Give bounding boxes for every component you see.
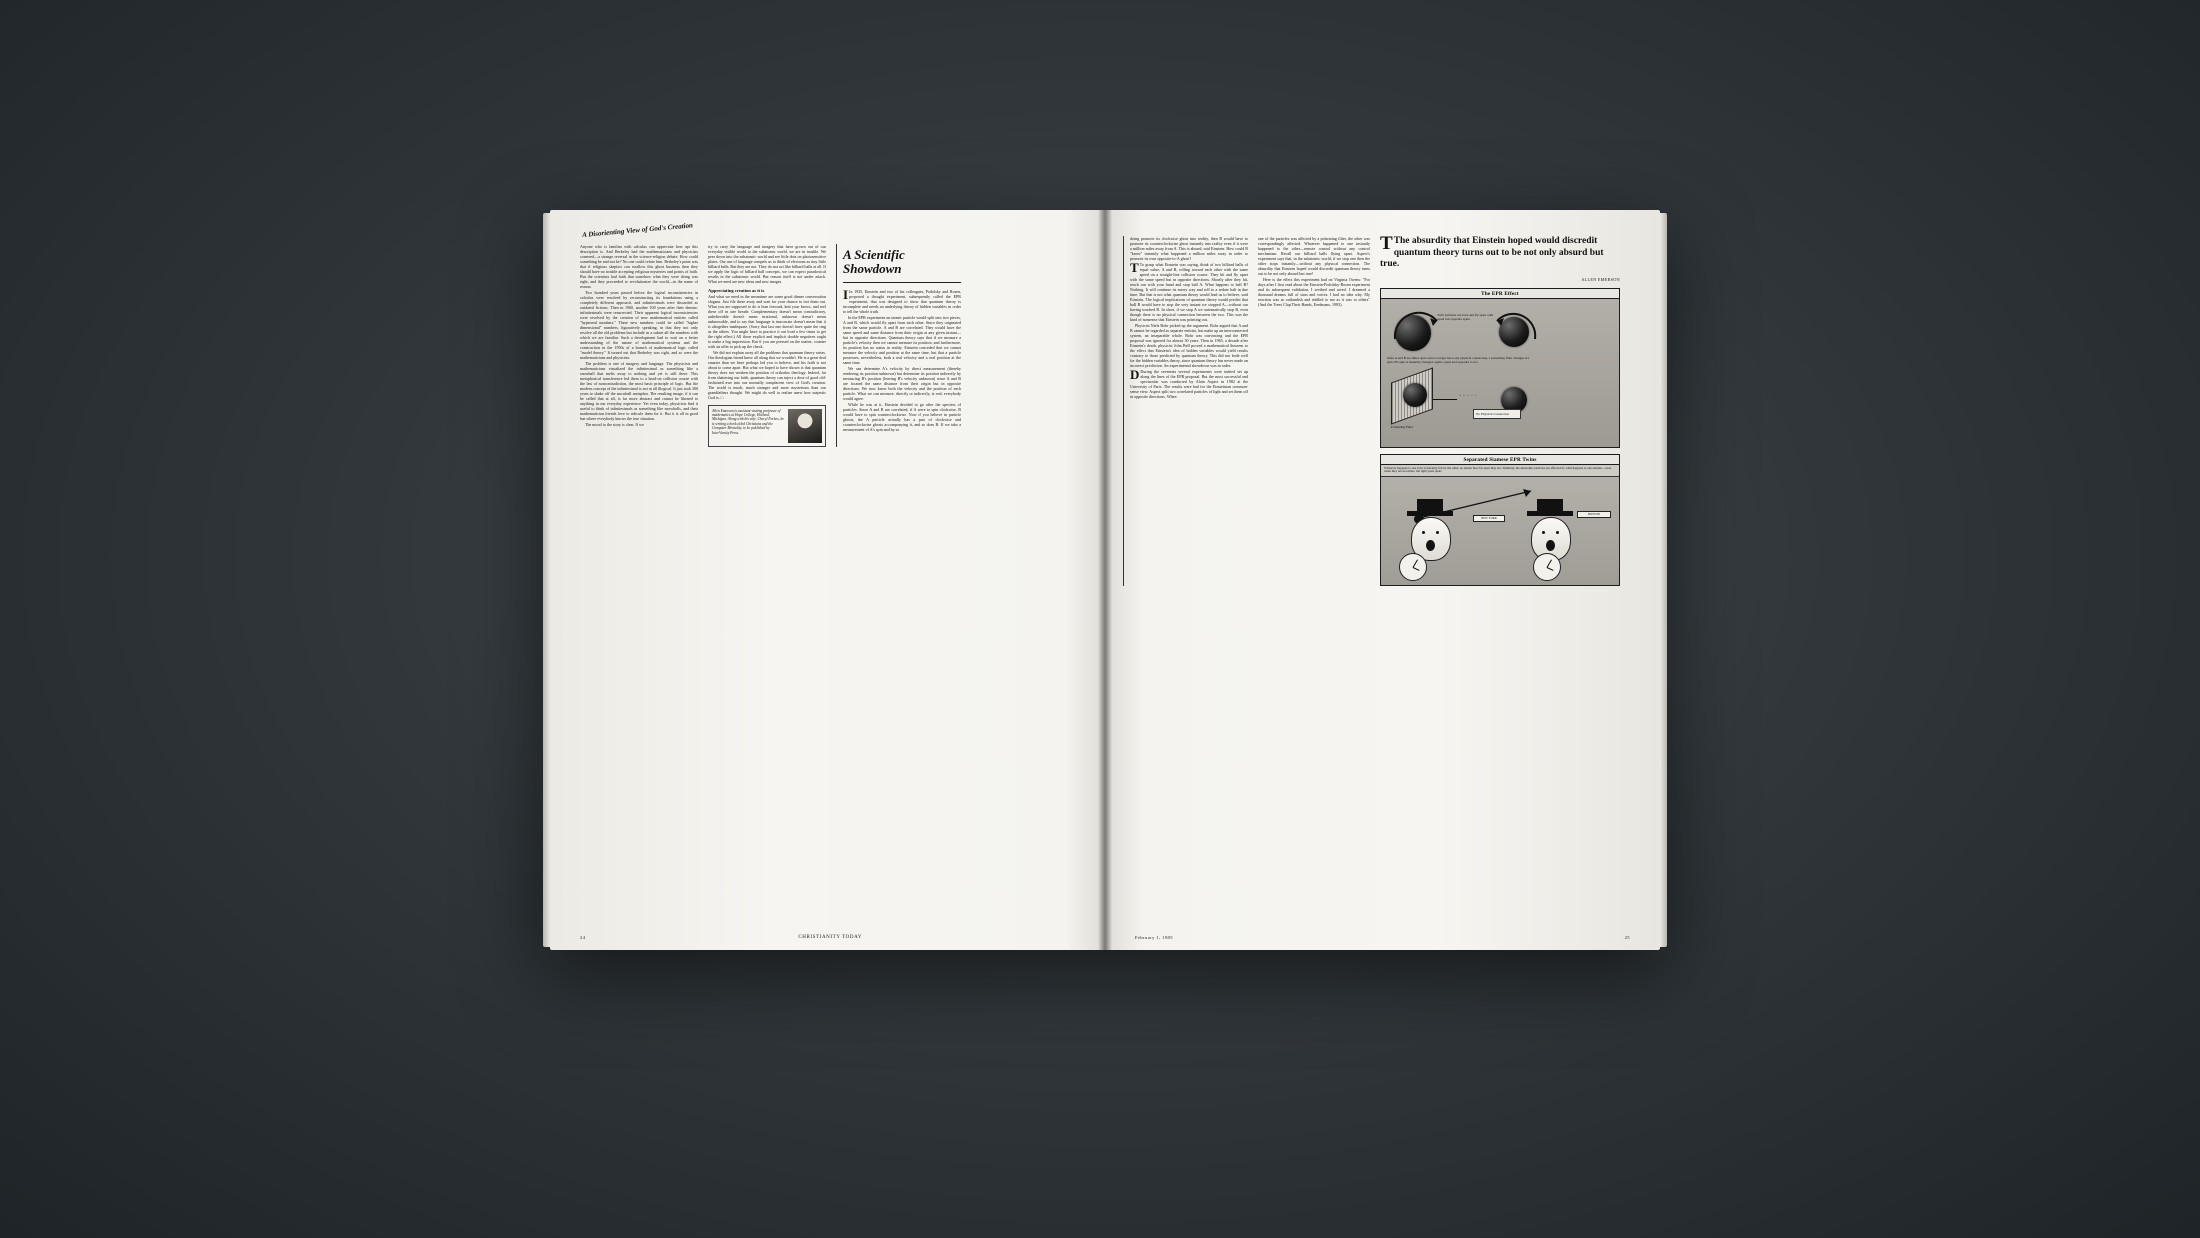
left-column-1 xyxy=(580,244,698,447)
hat-crown-left xyxy=(1417,499,1443,512)
page-footer-left xyxy=(550,935,1105,940)
mouth-shape xyxy=(1426,540,1435,551)
figure-label-twins: Twin particles are born and fly apart with equal but opposite spins. xyxy=(1437,312,1494,321)
eye-icon xyxy=(1422,531,1425,534)
right-column-2 xyxy=(1258,236,1370,586)
paragraph xyxy=(843,286,961,314)
figure-title: Separated Siamese EPR Twins xyxy=(1381,455,1619,465)
right-column-3 xyxy=(1380,233,1620,586)
page-number-left: 24 xyxy=(580,935,586,940)
author-bio-box xyxy=(708,405,826,447)
paragraph xyxy=(1130,369,1248,399)
publication-name: CHRISTIANITY TODAY xyxy=(798,935,863,940)
paragraph-text: In 1935, Einstein and two of his colleagues, Podolsky and Rosen, proposed a thought experiment, subsequently called the EPR experiment, that was designed to show that quantum theory is incomplete and needs an underlying theory of hidden variables in order to tell the whole truth. xyxy=(843,288,961,314)
author-bio-text: Allen Emerson is assistant visiting professor of mathematics at Hope College, Holland, Michigan. Along with his wife, Cheryl Forbes, he is writing a book titled Christians and the Computer Mentality, to be published by InterVarsity Press. xyxy=(712,408,784,435)
particle-ball-a-filtered xyxy=(1403,383,1427,407)
pull-quote-capital: T xyxy=(1380,233,1393,254)
paragraph: Physicist Niels Bohr picked up the argument. Bohr argued that A and B cannot be regarded as separate entities, but make up an interconnected system, an inseparable whole. Bohr was convincing and the EPR proposal was ignored for almost 30 years. Then in 1965, a decade after Einstein's death, physicist John Bell proved a mathematical theorem to the effect that Einstein's idea of hidden variables would yield results contrary to those predicted by quantum theory. This did not bode well for the hidden variables theory, since quantum theory has never made an incorrect prediction. An experimental showdown was in order. xyxy=(1130,323,1248,368)
left-column-2 xyxy=(708,244,826,447)
issue-date: February 1, 1985 xyxy=(1135,935,1173,940)
clock-left xyxy=(1399,553,1427,581)
figure-label-after: After A and B are miles apart and no longer have any physical connection, a polarizing filter changes A's spin. B's spin is instantly changed, again, equal and opposite to A's. xyxy=(1387,355,1530,364)
right-column-1-sidebar xyxy=(1123,236,1248,586)
left-column-3-sidebar xyxy=(836,244,961,447)
figure-label-polarizing-filter: Polarizing Filter xyxy=(1391,424,1414,429)
subheading: Appreciating creation as it is xyxy=(708,287,765,293)
eye-icon xyxy=(1556,531,1559,534)
drop-cap: D xyxy=(1130,367,1140,382)
paragraph xyxy=(1130,262,1248,322)
page-footer-right xyxy=(1105,935,1660,940)
figure-caption: Whatever happens to one twin is instantly felt by the other, no matter how far apart they are. Similarly, the subatomic particles are affected by what happens to one another—even when they are not miles, but light years apart. xyxy=(1381,465,1619,478)
paragraph-text: To grasp what Einstein was saying, think of two billiard balls of equal value, A and B, rolling toward each other with the same speed on a straight-line collision course. They hit and fly apart with the same speed but in opposite directions. Shortly after they hit, reach out with your hand and stop ball A. What happens to ball B? Nothing. It will continue its merry way and roll to a sedate halt in due time. But that is not what quantum theory would lead us to believe, said Einstein. The logical implications of quantum theory would predict that ball B would have to stop the very instant we stopped A—without our having touched B. In short, if we stop A we automatically stop B, even though there is no physical connection between the two. This was the kind of nonsense that Einstein was pointing out. xyxy=(1130,262,1248,322)
page-right xyxy=(1105,210,1660,950)
drop-cap: T xyxy=(1130,260,1139,275)
page-title: A Scientific Showdown xyxy=(843,246,905,276)
figure-body xyxy=(1381,299,1619,447)
pull-quote-text: The absurdity that Einstein hoped would discredit quantum theory turns out to be not only absurd but true. xyxy=(1380,236,1604,269)
paragraph: We can determine A's velocity by direct measurement (thereby rendering its position unknown) but determine its position indirectly by measuring B's position (leaving B's velocity unknown) since A and B are located the same distance from their origin but in opposite directions. We now know both the velocity and the position of each particle. What we can measure, directly or indirectly, is real, everybody would agree. xyxy=(843,365,961,401)
sign-new-york: NEW YORK xyxy=(1473,515,1505,522)
paragraph: one of the particles was affected by a polarizing filter, the other was correspondingly affected. Whatever happened to one instantly happened to the other—remote control without any control mechanism. Recall our billiard balls flying apart. Aspect's experiment says that, in the subatomic world, if we stop one then the other stops instantly—without any physical connection. The absurdity that Einstein hoped would discredit quantum theory turns out to be not only absurd but true! xyxy=(1258,236,1370,276)
paragraph: The problem is one of imagery and language. The physicists and mathematicians visualized the infinitesimal as something like a snowball that melts away to nothing and yet is still there. This metaphorical transference led them to a head-on collision course with the law of noncontradiction, the most basic principle of logic. But the modern concept of the infinitesimal is not at all illogical. It just took 300 years to shake off the snowball metaphor. The resulting image, if it can be called that at all, is far more abstract and cannot be likened to anything in our everyday experience. Yet even today, physicists find it useful to think of infinitesimals as something like snowballs, and their mathematician friends love to ridicule them for it. But it is all in good fun where everybody knows the true situation. xyxy=(580,360,698,421)
kicker: A Disorienting View of God's Creation xyxy=(581,221,694,239)
paragraph: We did not explain away all the problems that quantum theory raises. Our theologian friend knew all along that we wouldn't. He is a great deal smarter than we have perhaps led you to believe, and his faith is not about to come apart. But what we hoped to have shown is that quantum theory does not weaken the position of orthodox theology. Indeed, far from shattering our faith, quantum theory can inject a dose of good old-fashioned awe into our normally complacent view of God's creation. The world is much, much stranger and more mysterious than our grandfathers thought. We might do well to realize anew how majestic God is. □ xyxy=(708,349,826,400)
dotted-link: ····· xyxy=(1459,392,1479,399)
hat-crown-right xyxy=(1537,499,1563,512)
connection-line xyxy=(1433,399,1457,400)
paragraph: The moral to the story is clear. If we xyxy=(585,421,644,427)
figure-body xyxy=(1381,465,1619,585)
paragraph: doing promote its clockwise ghost into reality, then B would have to promote its counterclockwise ghost instantly into reality even if it were a million miles away from A. This is absurd, said Einstein. How could B "know" instantly what happened a million miles away in order to promote its own opposite-to-A ghost? xyxy=(1130,236,1248,261)
eye-icon xyxy=(1542,531,1545,534)
page-edge-right xyxy=(1659,213,1667,947)
sign-boston: BOSTON xyxy=(1577,511,1611,518)
paragraph: While he was at it, Einstein decided to go after the specters of particles. Since A and B are correlated, if A were to spin clockwise, B would have to spin counterclockwise. Now if you believe in particle ghosts, the A particle actually has a pair of clockwise and counterclockwise ghosts accompanying it, and so does B. If we take a measurement of A's spin and by so xyxy=(843,401,961,432)
figure-label-no-connection: No Physical Connection xyxy=(1473,409,1521,419)
page-number-right: 25 xyxy=(1624,935,1630,940)
paragraph: And what we need in the meantime are some good dinner conversation slogans. Just file these away and wait for your chance to trot them out. What you are supposed to do is lean forward, knit your brows, and reel these off in one breath: Complementary doesn't mean contradictory, unbelievable doesn't mean irrational, unknown doesn't mean unknowable, and to say that language is inaccurate doesn't mean that it is altogether inadequate. (Sorry that last one doesn't have quite the ring as the others. You might have to practice it out loud a few times to get the right effect.) All those explicit and implicit double negatives ought to make a big impression. But if you are pressed on the matter, counter with an offer to pick up the check. xyxy=(708,293,826,349)
paragraph: try to carry the language and imagery that have grown out of our everyday visible world to the subatomic world, we are in trouble. We peer down into the subatomic world and see little dots on photosensitive plates. Our use of language compels us to think of electrons as tiny little billiard balls. But they are not. They do not act like billiard balls at all. If we apply the logic of billiard ball concepts, we can expect paradoxical results in the subatomic world. But reason itself is not under attack. What we need are new ideas and new images. xyxy=(708,243,826,284)
pull-quote xyxy=(1380,233,1620,271)
paragraph: Two hundred years passed before the logical inconsistencies in calculus were resolved by reconstructing its foundations using a completely different approach, and infinitesimals were discarded as outdated fictions. Then in 1960, another 100 years after their demise, infinitesimals were resurrected. Their apparent logical inconsistencies were resolved by the creation of new mathematical entities called "hyperreal numbers." These new numbers could be called "higher dimensional" numbers, figuratively speaking, in that they not only resolve all the old problems but include as a subset all the numbers with which we are familiar. Such a development had to wait on a better understanding of the nature of mathematical systems and the construction in the 1950s of a branch of mathematical logic called "model theory." It turned out that Berkeley was right, and so were the mathematicians and physicists. xyxy=(580,289,698,360)
figure-epr-effect xyxy=(1380,288,1620,448)
spin-arrows-top xyxy=(1389,309,1539,361)
mouth-shape xyxy=(1546,540,1555,551)
clock-right xyxy=(1533,553,1561,581)
paragraph: In the EPR experiment an atomic particle would split into two pieces, A and B, which would fly apart from each other. Since they originated from the same particle, A and B are correlated. They would have the same speed and same distance from their origin at any given instant—but in opposite directions. Quantum theory says that if we measure a particle's velocity then we cannot measure its position, and furthermore, its position has no status in reality. Einstein conceded that we cannot measure the velocity and position at the same time, but that a particle possesses, nevertheless, both a real velocity and a real position at the same time. xyxy=(843,314,961,365)
paragraph-text: During the seventies several experiments were indeed set up along the lines of the EPR proposal. But the most successful and spectacular was conducted by Alain Aspect in 1982 at the University of Paris. The results were bad for the Einsteinian common-sense view. Aspect split two correlated particles of light and set them off in opposite directions. When xyxy=(1130,369,1248,399)
byline: ALLEN EMERSON xyxy=(1581,276,1620,282)
eye-icon xyxy=(1436,531,1439,534)
drop-cap: I xyxy=(843,286,849,302)
figure-title: The EPR Effect xyxy=(1381,289,1619,299)
paragraph: Anyone who is familiar with calculus can appreciate how apt this description is. And Berkeley had the mathematicians and physicists cornered—a strange reversal in the science-religion debate. How could something be and not be? No one could refute him. Berkeley's point was that if religious skeptics can swallow this ghost business then they should have no trouble accepting religious mysteries and points of faith. But the scientists had faith that somehow what they were doing was right, and they proceeded to revolutionize the world—in the name of reason. xyxy=(580,243,698,289)
page-left xyxy=(550,210,1105,950)
magazine-spread xyxy=(550,210,1660,950)
paragraph: Here is the effect this experiment had on Virginia Owens: "For days after I first read about the Einstein-Podolsky-Rosen experiment and its subsequent validation, I seethed and raved. I dreamed a thousand dreams full of stars and voices. I had no idea why. My reaction was as outlandish and riddled to me as it was to others" (And the Trees Clap Their Hands, Eerdmans, 1983). xyxy=(1258,277,1370,307)
author-portrait xyxy=(788,409,822,443)
figure-siamese-twins xyxy=(1380,454,1620,586)
